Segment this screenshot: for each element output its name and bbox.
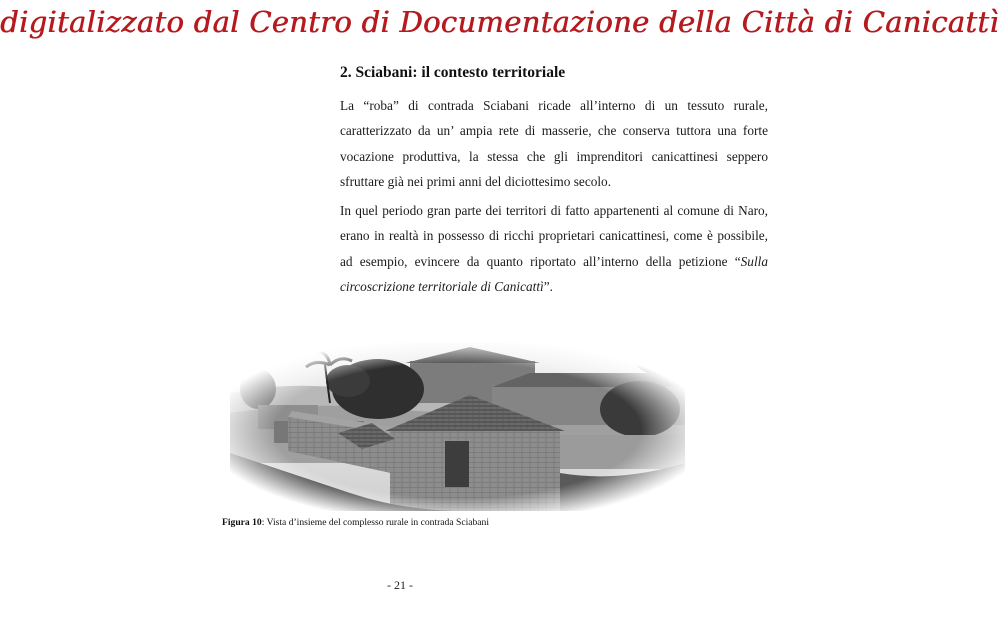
paragraph-2 bbox=[340, 198, 768, 299]
figure-separator: : bbox=[261, 517, 265, 528]
figure-caption-text: Vista d’insieme del complesso rurale in contrada Sciabani bbox=[264, 517, 490, 528]
page-number: - 21 - bbox=[387, 578, 413, 592]
figure-label: Figura 10 bbox=[222, 517, 262, 528]
rural-complex-photo bbox=[230, 343, 685, 511]
paragraph-2-text: In quel periodo gran parte dei territori di fatto appartenenti al comune di Naro, erano in realtà in possesso di ricchi proprietari canicattinesi, come è possibile, ad esempio, evincere da quanto riportato all’interno della petizione “ bbox=[340, 203, 768, 269]
section-title: 2. Sciabani: il contesto territoriale bbox=[340, 64, 566, 81]
paragraph-2-end: ”. bbox=[543, 278, 553, 294]
paragraph-1: La “roba” di contrada Sciabani ricade all’interno di un tessuto rurale, caratterizzato da un’ ampia rete di masserie, che conserva tuttora una forte vocazione produttiva, la stessa che gli imprenditori canicattinesi seppero sfruttare già nei primi anni del diciottesimo secolo. bbox=[340, 98, 768, 189]
petition-title: Sulla circoscrizione territoriale di Canicattì bbox=[340, 253, 768, 294]
digitization-banner: digitalizzato dal Centro di Documentazione della Città di Canicattì bbox=[0, 5, 999, 39]
figure-caption bbox=[222, 517, 489, 528]
